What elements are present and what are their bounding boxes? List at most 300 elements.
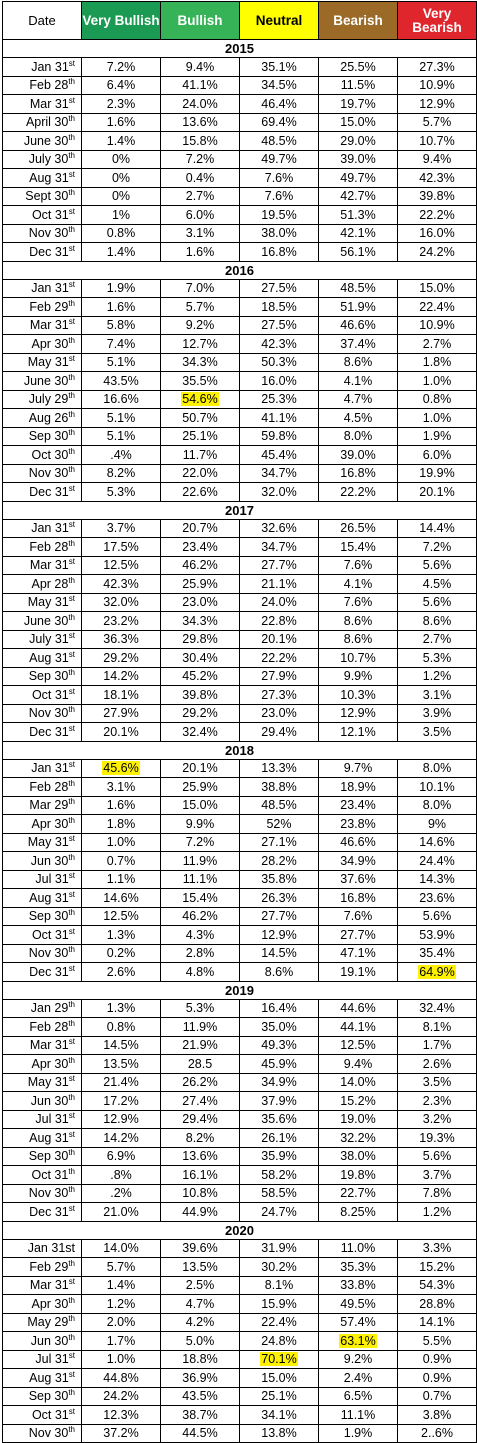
value-cell — [82, 852, 161, 871]
table-row — [3, 1406, 477, 1425]
date-text: May 31 — [27, 595, 69, 610]
highlighted-value: 64.9% — [419, 964, 455, 979]
table-row — [3, 1092, 477, 1111]
percent-value: 14.3% — [419, 872, 455, 887]
percent-value: 27.4% — [182, 1093, 218, 1108]
value-cell — [398, 667, 477, 686]
value-cell — [240, 1073, 319, 1092]
value-cell — [161, 1166, 240, 1185]
year-row — [3, 741, 477, 759]
percent-value: 7.6% — [343, 909, 373, 924]
value-cell — [398, 612, 477, 631]
date-text: Nov 30 — [28, 1186, 69, 1201]
percent-value: 14.6% — [419, 835, 455, 850]
percent-value: 15.0% — [340, 115, 376, 130]
percent-value: 37.4% — [340, 336, 376, 351]
percent-value: 1.3% — [106, 927, 136, 942]
value-cell — [319, 778, 398, 797]
value-cell — [240, 926, 319, 945]
percent-value: 42.3% — [261, 336, 297, 351]
value-cell — [240, 556, 319, 575]
value-cell — [398, 759, 477, 778]
date-cell — [3, 298, 82, 317]
percent-value: 37.9% — [261, 1093, 297, 1108]
percent-value: 53.9% — [419, 927, 455, 942]
value-cell — [319, 649, 398, 668]
table-row — [3, 870, 477, 889]
value-cell — [240, 1184, 319, 1203]
date-cell — [3, 999, 82, 1018]
percent-value: 27.9% — [103, 706, 139, 721]
value-cell — [240, 1332, 319, 1351]
value-cell — [161, 1387, 240, 1406]
value-cell — [161, 593, 240, 612]
date-text: May 31 — [27, 1075, 69, 1090]
value-cell — [398, 58, 477, 77]
percent-value: 26.5% — [340, 521, 376, 536]
percent-value: 29.4% — [261, 724, 297, 739]
percent-value: 30.4% — [182, 650, 218, 665]
highlighted-value: 54.6% — [182, 392, 218, 407]
percent-value: 5.7% — [185, 299, 215, 314]
percent-value: 12.9% — [103, 1112, 139, 1127]
value-cell — [161, 316, 240, 335]
percent-value: 2.6% — [422, 1056, 452, 1071]
percent-value: 28.8% — [419, 1296, 455, 1311]
table-row — [3, 1055, 477, 1074]
percent-value: 35.3% — [340, 1259, 376, 1274]
table-row — [3, 1424, 477, 1443]
percent-value: 44.1% — [340, 1019, 376, 1034]
value-cell — [82, 723, 161, 742]
table-body — [3, 40, 477, 1443]
percent-value: 3.5% — [422, 724, 452, 739]
value-cell — [240, 723, 319, 742]
percent-value: 5.6% — [422, 558, 452, 573]
percent-value: 2.3% — [106, 96, 136, 111]
table-row — [3, 593, 477, 612]
percent-value: 4.5% — [422, 576, 452, 591]
value-cell — [319, 1129, 398, 1148]
value-cell — [161, 187, 240, 206]
percent-value: 12.5% — [103, 558, 139, 573]
table-row — [3, 999, 477, 1018]
table-row — [3, 58, 477, 77]
table-row — [3, 759, 477, 778]
date-ordinal-suffix: th — [68, 1388, 75, 1398]
value-cell — [240, 852, 319, 871]
date-cell — [3, 1369, 82, 1388]
value-cell — [319, 1406, 398, 1425]
value-cell — [398, 852, 477, 871]
percent-value: .2% — [110, 1186, 132, 1201]
percent-value: 16.8% — [261, 244, 297, 259]
date-cell — [3, 132, 82, 151]
year-label: 2015 — [3, 40, 477, 58]
date-text: Jan 31st — [27, 1241, 75, 1256]
value-cell — [398, 132, 477, 151]
value-cell — [240, 169, 319, 188]
percent-value: 1.8% — [422, 355, 452, 370]
date-cell — [3, 759, 82, 778]
date-text: Sept 30 — [25, 189, 69, 204]
date-ordinal-suffix: th — [68, 428, 75, 438]
percent-value: 9.4% — [343, 1056, 373, 1071]
value-cell — [240, 575, 319, 594]
value-cell — [398, 796, 477, 815]
percent-value: 15.0% — [419, 281, 455, 296]
value-cell — [398, 335, 477, 354]
table-row — [3, 889, 477, 908]
value-cell — [319, 1332, 398, 1351]
value-cell — [319, 1036, 398, 1055]
value-cell — [161, 206, 240, 225]
percent-value: 2.7% — [422, 336, 452, 351]
sentiment-table — [2, 1, 477, 1443]
value-cell — [82, 1166, 161, 1185]
percent-value: 5.3% — [185, 1001, 215, 1016]
value-cell — [82, 649, 161, 668]
value-cell — [319, 926, 398, 945]
percent-value: 2.7% — [185, 189, 215, 204]
percent-value: 18.5% — [261, 299, 297, 314]
percent-value: 38.0% — [261, 226, 297, 241]
date-ordinal-suffix: st — [68, 649, 75, 659]
value-cell — [319, 95, 398, 114]
value-cell — [161, 815, 240, 834]
date-text: May 29 — [27, 1315, 69, 1330]
date-text: Nov 30 — [28, 946, 69, 961]
value-cell — [82, 963, 161, 982]
percent-value: 1.0% — [106, 1352, 136, 1367]
percent-value: 59.8% — [261, 429, 297, 444]
percent-value: 11.1% — [340, 1407, 376, 1422]
date-text: Dec 31 — [29, 244, 69, 259]
value-cell — [161, 95, 240, 114]
date-cell — [3, 1036, 82, 1055]
percent-value: 46.2% — [182, 909, 218, 924]
value-cell — [319, 1424, 398, 1443]
value-cell — [161, 372, 240, 391]
table-row — [3, 95, 477, 114]
percent-value: 5.1% — [106, 410, 136, 425]
percent-value: 4.8% — [185, 964, 215, 979]
value-cell — [319, 704, 398, 723]
value-cell — [398, 704, 477, 723]
value-cell — [240, 1166, 319, 1185]
date-ordinal-suffix: th — [68, 77, 75, 87]
percent-value: 13.3% — [261, 761, 297, 776]
percent-value: 9.9% — [343, 669, 373, 684]
table-row — [3, 612, 477, 631]
percent-value: 34.1% — [261, 1407, 297, 1422]
value-cell — [82, 1018, 161, 1037]
percent-value: 17.2% — [103, 1093, 139, 1108]
value-cell — [319, 1092, 398, 1111]
percent-value: 4.1% — [343, 373, 373, 388]
percent-value: 12.9% — [261, 927, 297, 942]
value-cell — [398, 1258, 477, 1277]
percent-value: 7.8% — [422, 1186, 452, 1201]
date-text: Nov 30 — [28, 466, 69, 481]
value-cell — [161, 279, 240, 298]
value-cell — [398, 630, 477, 649]
table-row — [3, 1018, 477, 1037]
percent-value: 27.9% — [261, 669, 297, 684]
date-text: April 30 — [25, 115, 69, 130]
date-text: Aug 26 — [28, 410, 69, 425]
date-text: Sep 30 — [28, 909, 69, 924]
value-cell — [82, 409, 161, 428]
percent-value: 7.4% — [106, 336, 136, 351]
date-text: Apr 30 — [31, 816, 69, 831]
percent-value: 3.9% — [422, 706, 452, 721]
percent-value: 9.4% — [185, 59, 215, 74]
value-cell — [240, 335, 319, 354]
percent-value: 7.2% — [185, 835, 215, 850]
value-cell — [240, 649, 319, 668]
table-row — [3, 1295, 477, 1314]
table-row — [3, 279, 477, 298]
value-cell — [161, 1147, 240, 1166]
percent-value: 0.8% — [422, 392, 452, 407]
percent-value: 23.2% — [103, 613, 139, 628]
value-cell — [319, 372, 398, 391]
date-text: Oct 31 — [31, 1407, 69, 1422]
percent-value: 5.0% — [185, 1333, 215, 1348]
value-cell — [161, 1239, 240, 1258]
value-cell — [398, 944, 477, 963]
percent-value: 9.7% — [343, 761, 373, 776]
value-cell — [319, 1387, 398, 1406]
date-ordinal-suffix: th — [68, 815, 75, 825]
value-cell — [319, 1313, 398, 1332]
value-cell — [161, 1424, 240, 1443]
date-cell — [3, 575, 82, 594]
percent-value: 0.8% — [106, 1019, 136, 1034]
value-cell — [398, 279, 477, 298]
value-cell — [161, 1129, 240, 1148]
value-cell — [398, 1073, 477, 1092]
table-row — [3, 519, 477, 538]
percent-value: 22.2% — [419, 207, 455, 222]
date-text: Jul 31 — [35, 1352, 69, 1367]
date-text: Sep 30 — [28, 1149, 69, 1164]
value-cell — [240, 907, 319, 926]
year-label: 2019 — [3, 981, 477, 999]
value-cell — [161, 76, 240, 95]
date-column-header: Date — [3, 2, 82, 40]
date-text: Feb 29 — [29, 1259, 69, 1274]
percent-value: 39.0% — [340, 152, 376, 167]
percent-value: 14.2% — [103, 669, 139, 684]
percent-value: 46.6% — [340, 318, 376, 333]
value-cell — [240, 1129, 319, 1148]
value-cell — [319, 1073, 398, 1092]
value-cell — [161, 150, 240, 169]
percent-value: 1.9% — [106, 281, 136, 296]
percent-value: .4% — [110, 447, 132, 462]
value-cell — [240, 1424, 319, 1443]
table-row — [3, 1332, 477, 1351]
date-text: Mar 31 — [29, 96, 69, 111]
table-row — [3, 335, 477, 354]
table-row — [3, 464, 477, 483]
percent-value: 23.0% — [261, 706, 297, 721]
percent-value: 8.1% — [422, 1019, 452, 1034]
percent-value: 50.7% — [182, 410, 218, 425]
value-cell — [82, 316, 161, 335]
date-cell — [3, 427, 82, 446]
percent-value: 3.7% — [106, 521, 136, 536]
date-text: Oct 31 — [31, 927, 69, 942]
percent-value: 5.3% — [106, 484, 136, 499]
date-cell — [3, 464, 82, 483]
value-cell — [240, 1092, 319, 1111]
percent-value: 45.4% — [261, 447, 297, 462]
percent-value: 47.1% — [340, 946, 376, 961]
value-cell — [161, 833, 240, 852]
percent-value: 44.6% — [340, 1001, 376, 1016]
value-cell — [398, 390, 477, 409]
date-ordinal-suffix: th — [68, 778, 75, 788]
percent-value: 1.6% — [106, 798, 136, 813]
table-header — [3, 2, 477, 40]
percent-value: 1.3% — [106, 1001, 136, 1016]
percent-value: 12.9% — [340, 706, 376, 721]
percent-value: 5.1% — [106, 355, 136, 370]
percent-value: 8.6% — [343, 613, 373, 628]
date-cell — [3, 612, 82, 631]
table-row — [3, 1073, 477, 1092]
percent-value: 20.1% — [103, 724, 139, 739]
value-cell — [82, 1073, 161, 1092]
percent-value: 35.6% — [261, 1112, 297, 1127]
date-cell — [3, 1424, 82, 1443]
table-row — [3, 1129, 477, 1148]
percent-value: 32.2% — [340, 1130, 376, 1145]
value-cell — [398, 372, 477, 391]
date-cell — [3, 1239, 82, 1258]
percent-value: 17.5% — [103, 539, 139, 554]
percent-value: 39.6% — [182, 1241, 218, 1256]
value-cell — [398, 593, 477, 612]
date-ordinal-suffix: th — [68, 575, 75, 585]
value-cell — [319, 759, 398, 778]
value-cell — [161, 612, 240, 631]
percent-value: 20.7% — [182, 521, 218, 536]
percent-value: 11.9% — [182, 853, 218, 868]
percent-value: 27.5% — [261, 318, 297, 333]
percent-value: 45.2% — [182, 669, 218, 684]
date-text: Mar 29 — [29, 798, 69, 813]
percent-value: 20.1% — [261, 632, 297, 647]
percent-value: 6.5% — [343, 1389, 373, 1404]
value-cell — [82, 1110, 161, 1129]
value-cell — [82, 1184, 161, 1203]
date-cell — [3, 704, 82, 723]
value-cell — [161, 723, 240, 742]
percent-value: 23.0% — [182, 595, 218, 610]
date-cell — [3, 150, 82, 169]
percent-value: 18.8% — [182, 1352, 218, 1367]
table-row — [3, 723, 477, 742]
value-cell — [161, 409, 240, 428]
value-cell — [319, 1239, 398, 1258]
table-row — [3, 1166, 477, 1185]
date-ordinal-suffix: st — [68, 1111, 75, 1121]
value-cell — [240, 519, 319, 538]
percent-value: 19.1% — [340, 964, 376, 979]
percent-value: 8.1% — [264, 1278, 294, 1293]
value-cell — [82, 1036, 161, 1055]
percent-value: 1.2% — [106, 1296, 136, 1311]
percent-value: 44.9% — [182, 1204, 218, 1219]
date-cell — [3, 723, 82, 742]
percent-value: 12.5% — [340, 1038, 376, 1053]
date-text: Mar 31 — [29, 1278, 69, 1293]
value-cell — [161, 1110, 240, 1129]
date-ordinal-suffix: th — [68, 391, 75, 401]
percent-value: 1.6% — [185, 244, 215, 259]
value-cell — [161, 778, 240, 797]
percent-value: 43.5% — [103, 373, 139, 388]
date-text: Oct 31 — [31, 1167, 69, 1182]
date-text: Aug 31 — [29, 1370, 69, 1385]
table-row — [3, 686, 477, 705]
percent-value: 15.2% — [340, 1093, 376, 1108]
percent-value: 36.9% — [182, 1370, 218, 1385]
value-cell — [240, 1055, 319, 1074]
percent-value: 13.5% — [182, 1259, 218, 1274]
value-cell — [319, 686, 398, 705]
percent-value: 7.2% — [106, 59, 136, 74]
percent-value: 12.1% — [340, 724, 376, 739]
percent-value: 1.2% — [422, 669, 452, 684]
value-cell — [240, 206, 319, 225]
percent-value: 22.2% — [340, 484, 376, 499]
value-cell — [319, 409, 398, 428]
table-row — [3, 372, 477, 391]
date-text: July 30 — [28, 152, 69, 167]
percent-value: 4.3% — [185, 927, 215, 942]
value-cell — [319, 1369, 398, 1388]
neutral-column-header: Neutral — [240, 2, 319, 40]
date-text: June 30 — [23, 373, 69, 388]
table-row — [3, 1036, 477, 1055]
table-row — [3, 1350, 477, 1369]
value-cell — [82, 796, 161, 815]
percent-value: 46.2% — [182, 558, 218, 573]
date-text: Sep 30 — [28, 429, 69, 444]
date-text: Nov 30 — [28, 1426, 69, 1441]
percent-value: 13.5% — [103, 1056, 139, 1071]
value-cell — [240, 353, 319, 372]
value-cell — [319, 390, 398, 409]
value-cell — [398, 1424, 477, 1443]
percent-value: 0.2% — [106, 946, 136, 961]
value-cell — [319, 58, 398, 77]
value-cell — [82, 390, 161, 409]
percent-value: 14.5% — [103, 1038, 139, 1053]
value-cell — [319, 538, 398, 557]
date-ordinal-suffix: th — [68, 1185, 75, 1195]
value-cell — [240, 667, 319, 686]
value-cell — [240, 833, 319, 852]
value-cell — [240, 243, 319, 262]
value-cell — [398, 316, 477, 335]
value-cell — [319, 667, 398, 686]
